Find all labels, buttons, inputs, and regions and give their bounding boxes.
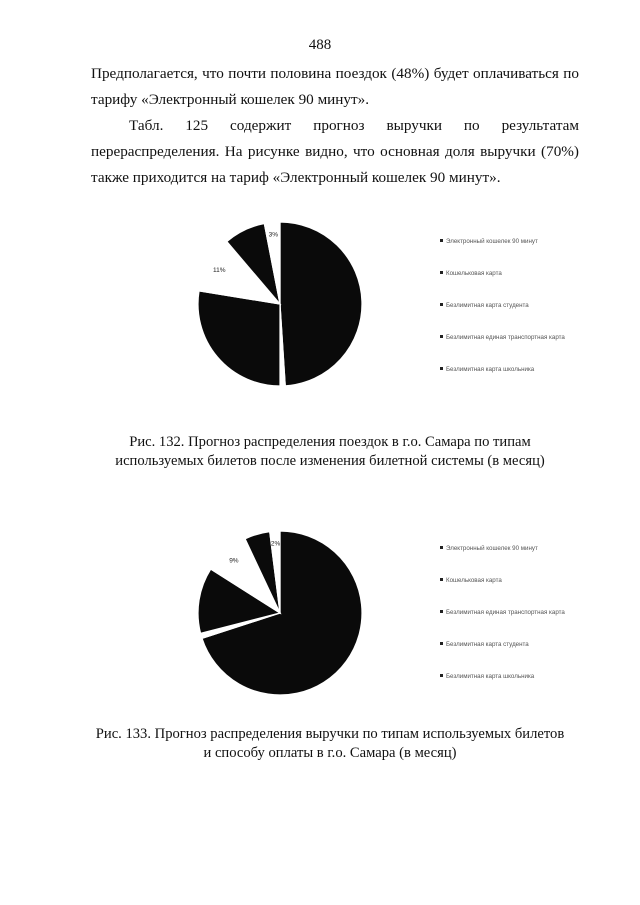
legend-swatch (440, 546, 443, 549)
chart-legend (440, 238, 565, 373)
pie-chart-revenue (190, 523, 580, 703)
slice-data-label: 9% (229, 557, 239, 565)
legend-entry: Электронный кошелек 90 минут (446, 238, 538, 245)
legend-swatch (440, 335, 443, 338)
figure-132-caption (80, 433, 580, 471)
caption-line: Рис. 133. Прогноз распределения выручки по типам используемых билетов (95, 726, 565, 742)
caption-line: и способу оплаты в г.о. Самара (в месяц) (203, 745, 457, 761)
legend-swatch (440, 271, 443, 274)
legend-swatch (440, 674, 443, 677)
legend-entry: Кошельковая карта (446, 270, 502, 277)
pie-chart-trips (190, 218, 580, 398)
paragraph-1: Предполагается, что почти половина поездок (48%) будет оплачиваться по тарифу «Электронный кошелек 90 минут». (91, 65, 579, 108)
legend-swatch (440, 239, 443, 242)
legend-entry: Безлимитная единая транспортная карта (446, 334, 565, 341)
slice-data-label: 2% (270, 540, 281, 548)
pie-slice (198, 291, 280, 386)
caption-line: Рис. 132. Прогноз распределения поездок в г.о. Самара по типам (129, 434, 531, 450)
chart-legend (440, 545, 565, 680)
page-number: 488 (308, 37, 332, 53)
legend-entry: Безлимитная карта школьника (446, 673, 535, 680)
legend-entry: Безлимитная карта школьника (446, 366, 535, 373)
legend-swatch (440, 642, 443, 645)
caption-line: используемых билетов после изменения билетной системы (в месяц) (115, 453, 545, 469)
figure-133-caption (80, 725, 580, 763)
slice-data-label: 3% (268, 231, 279, 239)
legend-swatch (440, 367, 443, 370)
legend-entry: Безлимитная карта студента (446, 302, 529, 309)
legend-swatch (440, 578, 443, 581)
paragraph-2: Табл. 125 содержит прогноз выручки по результатам перераспределения. На рисунке видно, что основная доля выручки (70%) также приходится на тариф «Электронный кошелек 90 минут». (91, 117, 579, 186)
legend-swatch (440, 610, 443, 613)
legend-entry: Электронный кошелек 90 минут (446, 545, 538, 552)
legend-swatch (440, 303, 443, 306)
slice-data-label: 11% (213, 266, 226, 274)
pie-slice (280, 222, 362, 386)
legend-entry: Безлимитная карта студента (446, 641, 529, 648)
legend-entry: Кошельковая карта (446, 577, 502, 584)
legend-entry: Безлимитная единая транспортная карта (446, 609, 565, 616)
